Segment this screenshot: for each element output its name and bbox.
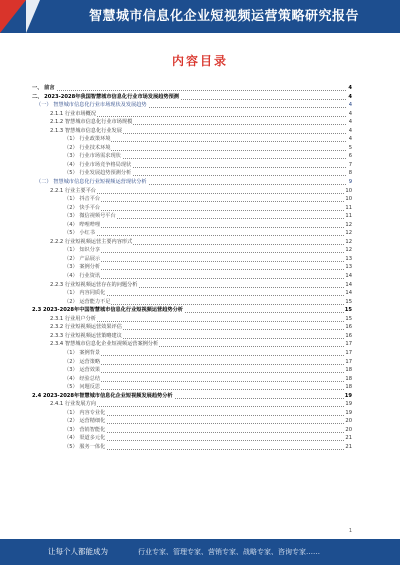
toc-entry-page: 14 <box>345 290 352 297</box>
toc-entry[interactable] <box>32 434 352 443</box>
toc-leader-dots <box>82 269 346 270</box>
toc-entry-text: （2） 行业技术环境 <box>64 144 111 151</box>
toc-entry-page: 7 <box>348 161 352 168</box>
toc-leader-dots <box>82 227 346 228</box>
toc-entry[interactable] <box>32 110 352 119</box>
toc-leader-dots <box>82 218 346 219</box>
toc-entry-text: （3） 微信视频号平台 <box>64 213 116 220</box>
toc-entry-page: 14 <box>345 281 352 288</box>
toc-leader-dots <box>68 116 346 117</box>
toc-entry-page: 21 <box>345 435 352 442</box>
toc-entry[interactable] <box>32 392 352 401</box>
toc-entry[interactable] <box>32 255 352 264</box>
toc-entry-page: 16 <box>345 332 352 339</box>
toc-entry[interactable] <box>32 272 352 281</box>
toc-entry[interactable] <box>32 169 352 178</box>
report-title: 智慧城市信息化企业短视频运营策略研究报告 <box>88 9 359 24</box>
toc-entry-page: 15 <box>345 315 352 322</box>
toc-entry-text: 2.1.1 行业市场概况 <box>50 110 96 117</box>
toc-entry-text: （4） 行业资讯 <box>64 273 101 280</box>
toc-leader-dots <box>82 355 346 356</box>
toc-entry[interactable] <box>32 212 352 221</box>
toc-entry-text: （1） 知识分享 <box>64 247 101 254</box>
toc-entry[interactable] <box>32 101 352 110</box>
toc-entry-text: 二、 2023-2028年我国智慧城市信息化行业市场发展趋势预测 <box>32 93 179 100</box>
toc-leader-dots <box>68 406 346 407</box>
toc-entry-text: 2.1.2 智慧城市信息化行业市场规模 <box>50 119 133 126</box>
toc-entry-text: （5） 服务一体化 <box>64 443 106 450</box>
toc-entry[interactable] <box>32 315 352 324</box>
toc-entry[interactable] <box>32 349 352 358</box>
toc-entry-page: 17 <box>345 341 352 348</box>
toc-entry-page: 19 <box>345 409 352 416</box>
toc-entry-page: 15 <box>345 298 352 305</box>
toc-entry-text: 2.3.2 行业短视频运营效果评估 <box>50 324 122 331</box>
toc-entry-page: 5 <box>348 144 352 151</box>
toc-entry[interactable] <box>32 366 352 375</box>
toc-entry-text: 2.4 2023-2028年智慧城市信息化企业短视频发展趋势分析 <box>32 392 173 399</box>
toc-entry-text: （3） 运营效果 <box>64 367 101 374</box>
header-white-accent <box>26 0 40 33</box>
toc-entry[interactable] <box>32 229 352 238</box>
toc-entry-page: 11 <box>345 204 352 211</box>
header-red-accent <box>0 0 26 33</box>
toc-entry-page: 10 <box>345 196 352 203</box>
toc-entry-text: 2.3.4 智慧城市信息化企业短视频运营案例分析 <box>50 341 159 348</box>
toc-entry-page: 13 <box>345 264 352 271</box>
toc-entry-text: （3） 行业市场需求现状 <box>64 153 121 160</box>
toc-entry-page: 18 <box>345 367 352 374</box>
toc-entry-text: （1） 内容同质化 <box>64 290 106 297</box>
toc-entry-text: （5） 行业发展趋势预测分析 <box>64 170 132 177</box>
toc-entry-page: 18 <box>345 384 352 391</box>
toc-entry-page: 10 <box>345 187 352 194</box>
toc-entry[interactable] <box>32 127 352 136</box>
toc-entry-text: 一、 前言 <box>32 85 55 91</box>
toc-entry-text: （1） 抖音平台 <box>64 196 101 203</box>
footer-tagline: 行业专家、管理专家、营销专家、战略专家、咨询专家…… <box>138 548 320 556</box>
toc-entry[interactable] <box>32 340 352 349</box>
toc-entry-page: 17 <box>345 349 352 356</box>
toc-entry[interactable] <box>32 93 352 102</box>
toc-entry[interactable] <box>32 358 352 367</box>
toc-entry[interactable] <box>32 161 352 170</box>
toc-entry-text: （2） 产品展示 <box>64 255 101 262</box>
toc-entry-page: 9 <box>348 179 352 186</box>
toc-entry-page: 12 <box>345 238 352 245</box>
toc-entry-page: 16 <box>345 324 352 331</box>
toc-entry-text: （3） 案例分析 <box>64 264 101 271</box>
toc-entry-page: 12 <box>345 247 352 254</box>
toc-entry[interactable] <box>32 298 352 307</box>
toc-entry[interactable] <box>32 426 352 435</box>
toc-leader-dots <box>82 440 346 441</box>
toc-entry-page: 4 <box>348 93 352 100</box>
toc-entry[interactable] <box>32 178 352 187</box>
toc-leader-dots <box>82 235 346 236</box>
toc-entry-text: （4） 经验总结 <box>64 375 101 382</box>
toc-entry[interactable] <box>32 263 352 272</box>
toc-entry-text: 2.4.1 行业发展方向 <box>50 401 96 408</box>
toc-entry[interactable] <box>32 383 352 392</box>
toc-entry[interactable] <box>32 417 352 426</box>
toc-entry-page: 15 <box>344 307 352 314</box>
toc-leader-dots <box>82 295 346 296</box>
report-footer <box>0 539 400 565</box>
toc-entry[interactable] <box>32 323 352 332</box>
toc-entry[interactable] <box>32 238 352 247</box>
toc-entry-text: 2.3.3 行业短视频运营策略建议 <box>50 332 122 339</box>
toc-entry-text: （一） 智慧城市信息化行业市场现状及发展趋势 <box>36 102 147 109</box>
toc-entry-text: 2.3 2023-2028年中国智慧城市信息化行业短视频运营趋势分析 <box>32 307 183 314</box>
toc-entry[interactable] <box>32 221 352 230</box>
toc-entry[interactable] <box>32 289 352 298</box>
toc-entry-page: 4 <box>348 127 352 134</box>
toc-entry-text: （2） 运营策略 <box>64 358 101 365</box>
toc-entry-text: （二） 智慧城市信息化行业短视频运营现状分析 <box>36 179 147 186</box>
toc-entry[interactable] <box>32 195 352 204</box>
toc-entry-text: （5） 小红书 <box>64 230 95 237</box>
toc-entry-text: 2.1.3 智慧城市信息化行业发展 <box>50 127 122 134</box>
toc-entry[interactable] <box>32 144 352 153</box>
toc-entry-text: （4） 渠道多元化 <box>64 435 106 442</box>
toc-leader-dots <box>82 252 346 253</box>
toc-entry-page: 20 <box>345 418 352 425</box>
toc-leader-dots <box>82 449 346 450</box>
toc-leader-dots <box>82 372 346 373</box>
toc-entry-page: 20 <box>345 426 352 433</box>
toc-leader-dots <box>82 278 346 279</box>
toc-leader-dots <box>82 381 346 382</box>
toc-leader-dots <box>82 150 346 151</box>
toc-entry-page: 18 <box>345 375 352 382</box>
toc-entry-text: （4） 行业市场竞争格局现状 <box>64 161 132 168</box>
toc-leader-dots <box>82 201 346 202</box>
toc-entry-text: 2.2.2 行业短视频运营主要内容形式 <box>50 238 133 245</box>
toc-entry-text: （2） 运营精细化 <box>64 418 106 425</box>
toc-entry-page: 4 <box>348 136 352 143</box>
toc-entry[interactable] <box>32 409 352 418</box>
toc-entry-page: 12 <box>345 221 352 228</box>
toc-entry-page: 14 <box>345 273 352 280</box>
toc-entry-page: 8 <box>348 170 352 177</box>
toc-entry-text: （2） 运营能力不足 <box>64 298 111 305</box>
toc-leader-dots <box>82 261 346 262</box>
toc-leader-dots <box>82 432 346 433</box>
toc-entry[interactable] <box>32 118 352 127</box>
toc-entry-page: 12 <box>345 230 352 237</box>
toc-entry[interactable] <box>32 152 352 161</box>
toc-entry[interactable] <box>32 332 352 341</box>
toc-entry-text: 2.2.3 行业短视频运营存在的问题分析 <box>50 281 138 288</box>
toc-entry-text: （5） 问题反思 <box>64 384 101 391</box>
toc-entry-text: 2.2.1 行业主要平台 <box>50 187 96 194</box>
toc-leader-dots <box>68 321 346 322</box>
toc-heading: 内容目录 <box>171 54 228 68</box>
toc-entry-page: 13 <box>345 255 352 262</box>
toc-leader-dots <box>82 389 346 390</box>
toc-entry[interactable] <box>32 246 352 255</box>
toc-entry-page: 4 <box>348 85 352 91</box>
toc-entry-page: 19 <box>345 401 352 408</box>
table-of-contents <box>32 84 352 452</box>
toc-entry-text: （1） 案例背景 <box>64 349 101 356</box>
toc-leader-dots <box>82 423 346 424</box>
toc-leader-dots <box>68 193 346 194</box>
page-number: 1 <box>348 528 352 534</box>
toc-entry-page: 4 <box>348 119 352 126</box>
toc-entry-page: 11 <box>345 213 352 220</box>
toc-leader-dots <box>52 90 346 91</box>
toc-entry-text: （2） 快手平台 <box>64 204 101 211</box>
toc-entry[interactable] <box>32 187 352 196</box>
toc-entry-text: （1） 内容专业化 <box>64 409 106 416</box>
toc-leader-dots <box>82 415 346 416</box>
toc-entry[interactable] <box>32 281 352 290</box>
toc-entry-page: 4 <box>348 110 352 117</box>
toc-entry[interactable] <box>32 84 352 93</box>
toc-entry[interactable] <box>32 375 352 384</box>
toc-entry[interactable] <box>32 400 352 409</box>
toc-entry-page: 19 <box>344 392 352 399</box>
report-header <box>0 0 400 33</box>
toc-entry[interactable] <box>32 204 352 213</box>
toc-entry-text: 2.3.1 行业用户分析 <box>50 315 96 322</box>
toc-entry-text: （1） 行业政策环境 <box>64 136 111 143</box>
toc-entry[interactable] <box>32 306 352 315</box>
toc-entry-text: （4） 哔哩哔哩 <box>64 221 101 228</box>
toc-leader-dots <box>82 210 346 211</box>
toc-entry[interactable] <box>32 135 352 144</box>
toc-entry-page: 6 <box>348 153 352 160</box>
toc-entry-page: 21 <box>345 443 352 450</box>
toc-entry-page: 4 <box>348 102 352 109</box>
toc-entry[interactable] <box>32 443 352 452</box>
footer-slogan: 让每个人都能成为 <box>48 547 108 556</box>
toc-leader-dots <box>82 304 346 305</box>
toc-leader-dots <box>82 141 346 142</box>
toc-leader-dots <box>82 364 346 365</box>
toc-entry-page: 17 <box>345 358 352 365</box>
toc-entry-text: （3） 营销智能化 <box>64 426 106 433</box>
